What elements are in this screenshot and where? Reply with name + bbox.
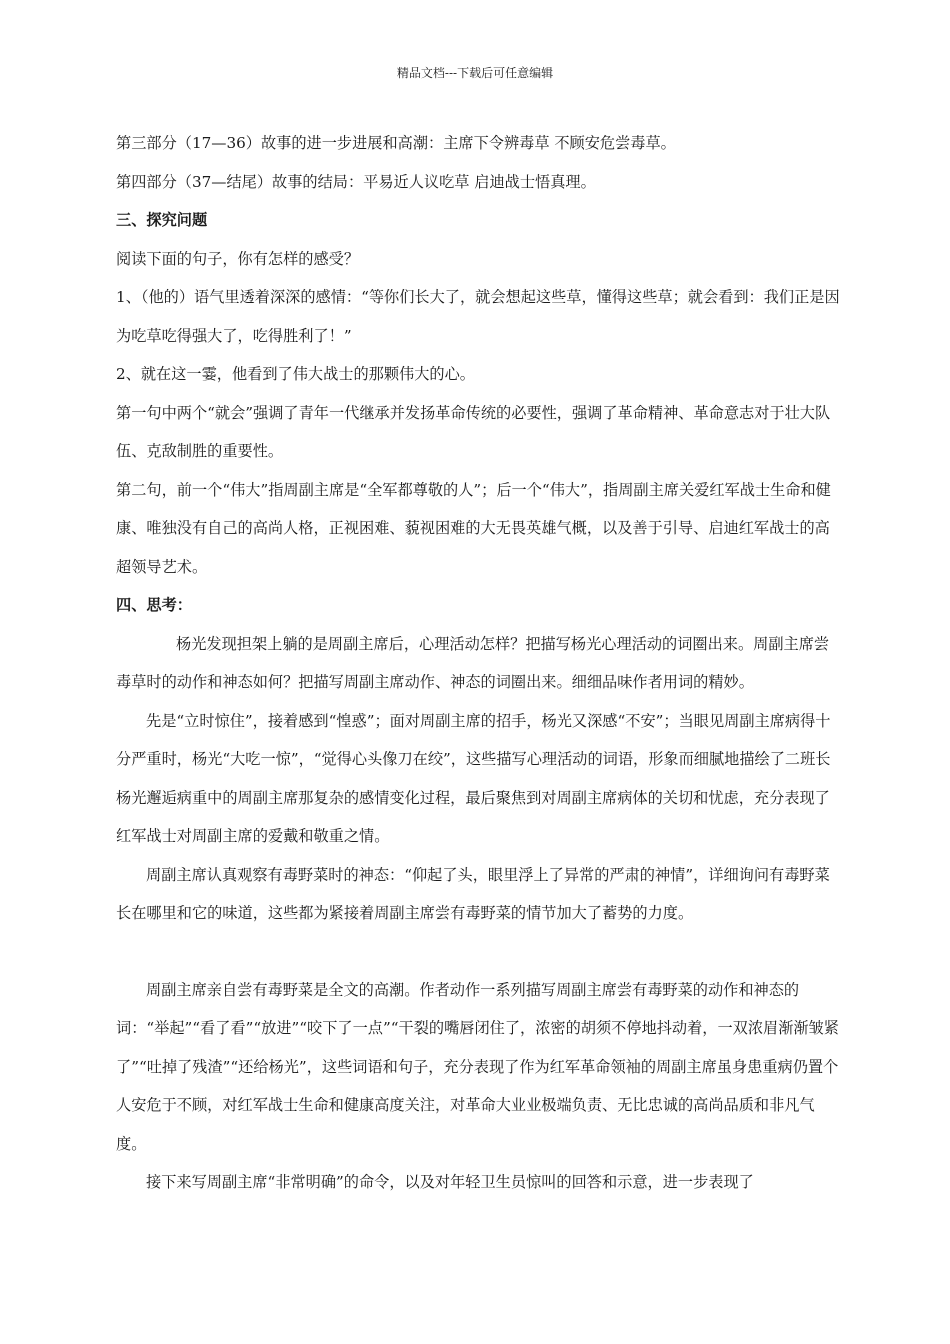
document-body (116, 124, 840, 1202)
section-heading-think: 四、思考： (116, 596, 192, 614)
paragraph-command: 接下来写周副主席“非常明确”的命令，以及对年轻卫生员惊叫的回答和示意，进一步表现了 (146, 1173, 754, 1191)
paragraph-question: 杨光发现担架上躺的是周副主席后，心理活动怎样？把描写杨光心理活动的词圈出来。周副主席尝毒草时的动作和神态如何？把描写周副主席动作、神态的词圈出来。细细品味作者用词的精妙。 (116, 634, 830, 691)
paragraph-part-four: 第四部分（37—结尾）故事的结局：平易近人议吃草 启迪战士悟真理。 (116, 172, 596, 191)
paragraph-sentence-one: 1、（他的）语气里透着深深的感情：“等你们长大了，就会想起这些草，懂得这些草；就会看到：我们正是因为吃草吃得强大了，吃得胜利了！” (116, 288, 840, 345)
section-heading-explore: 三、探究问题 (116, 211, 208, 229)
page-header: 精品文档---下载后可任意编辑 (396, 66, 554, 80)
paragraph-sentence-two: 2、就在这一霎，他看到了伟大战士的那颗伟大的心。 (116, 365, 475, 383)
paragraph-observation: 周副主席认真观察有毒野菜时的神态：“仰起了头，眼里浮上了异常的严肃的神情”，详细询问有毒野菜长在哪里和它的味道，这些都为紧接着周副主席尝有毒野菜的情节加大了蓄势的力度。 (116, 865, 830, 922)
paragraph-analysis-two: 第二句，前一个“伟大”指周副主席是“全军都尊敬的人”；后一个“伟大”，指周副主席关爱红军战士生命和健康、唯独没有自己的高尚人格，正视困难、藐视困难的大无畏英雄气概，以及善于引导、启迪红军战士的高超领导艺术。 (116, 480, 831, 576)
paragraph-climax: 周副主席亲自尝有毒野菜是全文的高潮。作者动作一系列描写周副主席尝有毒野菜的动作和神态的词：“举起”“看了看”“放进”“咬下了一点”“干裂的嘴唇闭住了，浓密的胡须不停地抖动着，一双浓眉渐渐皱紧了”“吐掉了残渣”“还给杨光”，这些词语和句子，充分表现了作为红军革命领袖的周副主席虽身患重病仍置个人安危于不顾，对红军战士生命和健康高度关注，对革命大业业极端负责、无比忠诚的高尚品质和非凡气度。 (116, 980, 839, 1153)
paragraph-part-three: 第三部分（17—36）故事的进一步进展和高潮：主席下令辨毒草 不顾安危尝毒草。 (116, 134, 676, 152)
paragraph-prompt: 阅读下面的句子，你有怎样的感受？ (116, 249, 359, 268)
paragraph-analysis-one: 第一句中两个“就会”强调了青年一代继承并发扬革命传统的必要性，强调了革命精神、革命意志对于壮大队伍、克敌制胜的重要性。 (116, 403, 831, 460)
paragraph-psychology: 先是“立时惊住”，接着感到“惶惑”；面对周副主席的招手，杨光又深感“不安”；当眼见周副主席病得十分严重时，杨光“大吃一惊”，“觉得心头像刀在绞”，这些描写心理活动的词语，形象而细腻地描绘了二班长杨光邂逅病重中的周副主席那复杂的感情变化过程，最后聚焦到对周副主席病体的关切和忧虑，充分表现了红军战士对周副主席的爱戴和敬重之情。 (116, 711, 831, 845)
